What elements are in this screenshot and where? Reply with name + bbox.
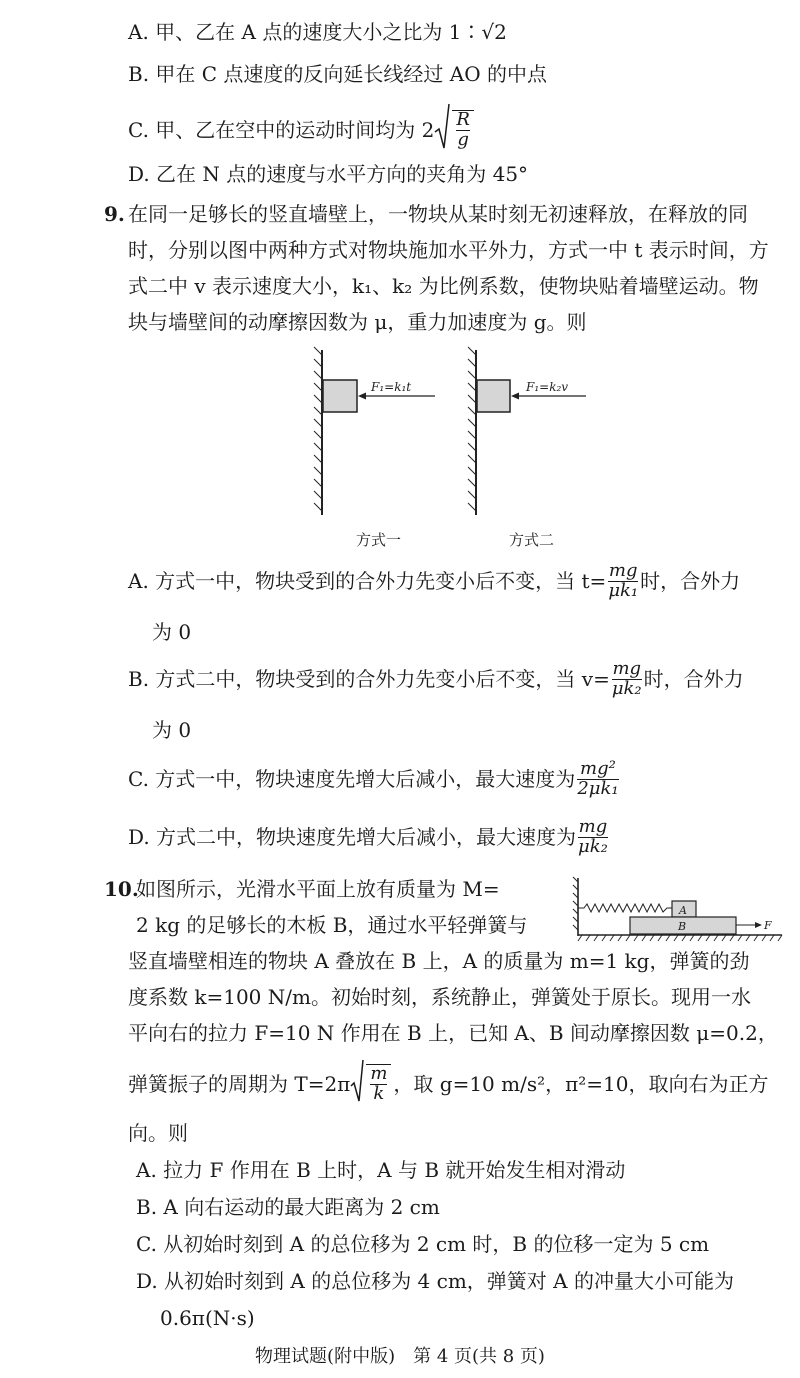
q9-wall-figure [300,345,600,555]
frac-num: mg² [580,758,616,779]
q10-period-suffix: ，取 g=10 m/s²，π²=10，取向右为正方 [393,1071,769,1096]
q9-option-a [128,562,740,601]
q9-option-b-cont: 为 0 [152,718,192,742]
q9-option-b-text-2: 时，合外力 [643,667,744,692]
arrow-head-1 [358,393,366,400]
ground [578,935,782,941]
q9-option-a-frac [608,562,638,601]
frac-num: m [370,1062,388,1084]
wall [573,877,578,936]
q9-stem-line-3: 式二中 v 表示速度大小，k₁、k₂ 为比例系数，使物块贴着墙壁运动。物 [128,274,759,298]
block-2 [477,380,510,412]
spring [578,904,672,912]
q9-option-a-text: A. 方式一中，物块受到的合外力先变小后不变，当 t= [128,569,607,594]
wall-1 [314,347,322,515]
wall-2 [468,347,476,515]
q10-stem-end: 向。则 [128,1121,188,1145]
q10-stem-line-3: 竖直墙壁相连的物块 A 叠放在 B 上，A 的质量为 m=1 kg，弹簧的劲 [128,949,750,973]
q9-option-d-text: D. 方式二中，物块速度先增大后减小，最大速度为 [128,825,577,850]
block-1 [323,380,357,412]
q9-option-c [128,760,621,799]
page-footer: 物理试题(附中版) 第 4 页(共 8 页) [255,1346,545,1367]
q9-option-d [128,818,610,857]
q8-option-c-frac [452,110,474,150]
q10-option-d-cont: 0.6π(N·s) [160,1306,255,1330]
frac-den: g [457,128,469,150]
sqrt-symbol [434,102,450,157]
frac-den: μk₂ [578,835,608,857]
q9-stem-line-4: 块与墙壁间的动摩擦因数为 μ，重力加速度为 g。则 [128,310,587,334]
q10-stem-line-5: 平向右的拉力 F=10 N 作用在 B 上，已知 A、B 间动摩擦因数 μ=0.2， [128,1021,778,1045]
label-f: F [764,919,772,932]
q8-option-b: B. 甲在 C 点速度的反向延长线经过 AO 的中点 [128,62,547,86]
frac-num: mg [578,816,608,837]
q9-stem-line-1: 在同一足够长的竖直墙壁上，一物块从某时刻无初速释放，在释放的同 [128,202,748,226]
frac-den: μk₂ [611,677,642,699]
q10-period-line [128,1058,768,1109]
q10-option-a: A. 拉力 F 作用在 B 上时，A 与 B 就开始发生相对滑动 [136,1158,626,1182]
frac-den: k [370,1084,387,1104]
q9-stem-line-2: 时，分别以图中两种方式对物块施加水平外力，方式一中 t 表示时间，方 [128,238,769,262]
force-label-2: F₁=k₂v [526,380,569,394]
q10-stem-line-4: 度系数 k=100 N/m。初始时刻，系统静止，弹簧处于原长。现用一水 [128,985,751,1009]
q10-option-d: D. 从初始时刻到 A 的总位移为 4 cm，弹簧对 A 的冲量大小可能为 [136,1269,734,1293]
q9-option-d-frac [578,818,608,857]
frac-num: mg [612,658,642,679]
q10-number: 10. [104,877,139,901]
q9-number: 9. [104,202,125,226]
q10-stem-line-2: 2 kg 的足够长的木板 B，通过水平轻弹簧与 [136,913,528,937]
q10-stem-line-1: 如图所示，光滑水平面上放有质量为 M= [136,877,500,901]
q8-option-a: A. 甲、乙在 A 点的速度大小之比为 1∶√2 [128,20,507,44]
sqrt-symbol [350,1058,364,1109]
frac-num: R [456,108,470,130]
q9-option-b-text: B. 方式二中，物块受到的合外力先变小后不变，当 v= [128,667,610,692]
q9-option-a-text-2: 时，合外力 [640,569,741,594]
q10-spring-figure [572,874,787,944]
q10-period-frac [366,1064,391,1104]
q10-period-prefix: 弹簧振子的周期为 T=2π [128,1071,351,1096]
q9-option-c-frac [577,760,618,799]
label-a: A [679,904,687,917]
frac-num: mg [608,560,638,581]
caption-method-2: 方式二 [509,531,555,549]
frac-den: μk₁ [608,579,639,601]
q10-option-c: C. 从初始时刻到 A 的总位移为 2 cm 时，B 的位移一定为 5 cm [136,1232,710,1256]
q8-option-c [128,102,476,157]
arrow-head-2 [511,393,519,400]
label-b: B [678,920,687,933]
frac-den: 2μk₁ [577,777,619,799]
q9-option-b [128,660,744,699]
q8-option-c-text: C. 甲、乙在空中的运动时间均为 2 [128,117,435,142]
q9-option-c-text: C. 方式一中，物块速度先增大后减小，最大速度为 [128,767,576,792]
q8-option-d: D. 乙在 N 点的速度与水平方向的夹角为 45° [128,162,529,186]
q10-option-b: B. A 向右运动的最大距离为 2 cm [136,1195,440,1219]
force-label-1: F₁=k₁t [371,380,412,394]
q9-option-b-frac [612,660,642,699]
caption-method-1: 方式一 [356,531,402,549]
force-arrow-head [755,922,762,928]
q9-option-a-cont: 为 0 [152,620,192,644]
